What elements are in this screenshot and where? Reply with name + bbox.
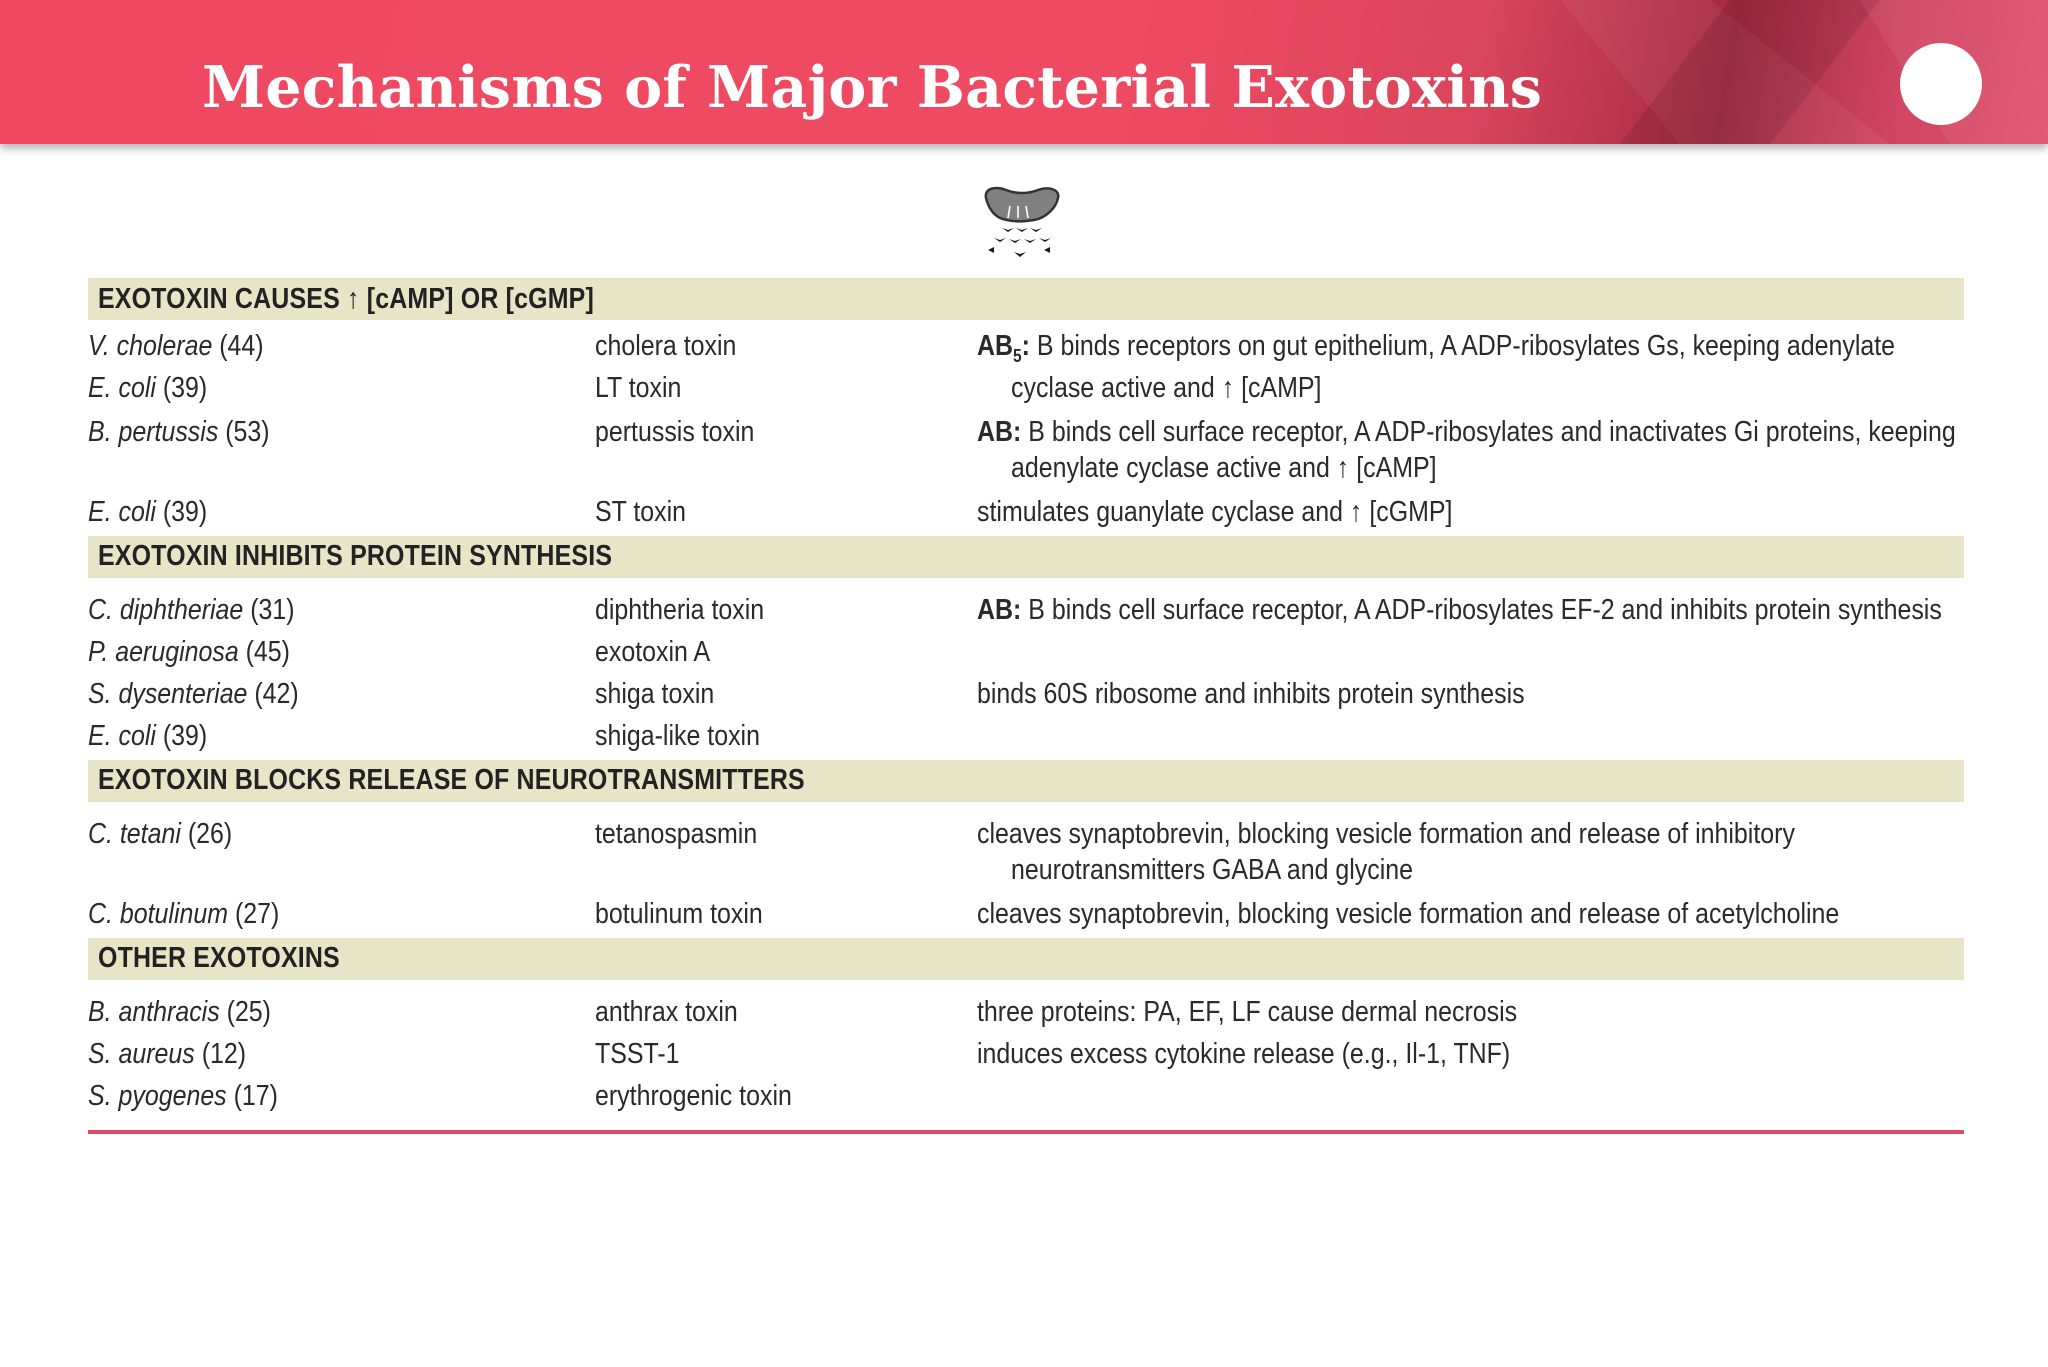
mechanism-text: B binds cell surface receptor, A ADP-ribosylates EF-2 and inhibits protein synthesis: [1021, 593, 1942, 626]
section-rows: [88, 578, 1964, 760]
species-name: E. coli: [88, 719, 156, 752]
page-badge-circle: [1900, 43, 1982, 125]
mechanism-label: AB:: [977, 593, 1022, 626]
section-heading: EXOTOXIN BLOCKS RELEASE OF NEUROTRANSMITTERS: [88, 760, 1964, 802]
table-row: [88, 634, 1964, 670]
section-rows: [88, 802, 1964, 938]
page-ref: (39): [162, 719, 208, 752]
species-name: E. coli: [88, 495, 156, 528]
mechanism-text: cleaves synaptobrevin, blocking vesicle formation and release of inhibitory: [977, 817, 1795, 850]
toxin-name: pertussis toxin: [595, 415, 755, 448]
page-ref: (27): [234, 897, 280, 930]
page-ref: (53): [225, 415, 270, 448]
table-row: [88, 816, 1964, 888]
table-row: [88, 414, 1964, 486]
toxin-name: erythrogenic toxin: [595, 1079, 792, 1112]
mechanism-text-cont: cyclase active and ↑ [cAMP]: [1011, 371, 1322, 404]
mechanism-text-cont: adenylate cyclase active and ↑ [cAMP]: [1011, 451, 1437, 484]
species-name: S. aureus: [88, 1037, 195, 1070]
table-row: [88, 1078, 1964, 1114]
species-name: E. coli: [88, 371, 156, 404]
table-row: [88, 1036, 1964, 1072]
table-row: [88, 718, 1964, 754]
species-name: C. tetani: [88, 817, 181, 850]
page-ref: (42): [254, 677, 299, 710]
species-name: S. pyogenes: [88, 1079, 227, 1112]
toxin-name: ST toxin: [595, 495, 687, 528]
toxin-name: shiga toxin: [595, 677, 715, 710]
toxin-name: cholera toxin: [595, 330, 737, 362]
toxin-name: LT toxin: [595, 371, 682, 404]
toxin-name: shiga-like toxin: [595, 719, 760, 752]
page-ref: (26): [187, 817, 233, 850]
page-ref: (39): [162, 495, 208, 528]
mechanism-text: B binds cell surface receptor, A ADP-ribosylates and inactivates Gi proteins, keeping: [1021, 415, 1956, 448]
page-ref: (45): [245, 635, 290, 668]
mechanism-text: B binds receptors on gut epithelium, A ADP-ribosylates Gs, keeping adenylate: [1029, 330, 1896, 362]
mechanism-text: stimulates guanylate cyclase and ↑ [cGMP]: [977, 495, 1453, 528]
page-ref: (31): [250, 593, 295, 626]
species-name: C. botulinum: [88, 897, 229, 930]
toxin-name: tetanospasmin: [595, 817, 758, 850]
mechanism-label: AB:: [977, 415, 1022, 448]
page-ref: (12): [201, 1037, 247, 1070]
toxin-name: diphtheria toxin: [595, 593, 765, 626]
exotoxin-release-icon: [980, 184, 1064, 266]
mechanism-subscript: 5: [1013, 345, 1022, 366]
header-band: [0, 0, 2048, 144]
toxin-name: anthrax toxin: [595, 995, 738, 1028]
mechanism-label: AB: [977, 330, 1014, 362]
species-name: C. diphtheriae: [88, 593, 244, 626]
species-name: B. pertussis: [88, 415, 219, 448]
mechanism-text: cleaves synaptobrevin, blocking vesicle formation and release of acetylcholine: [977, 897, 1840, 930]
section-heading: EXOTOXIN CAUSES ↑ [cAMP] OR [cGMP]: [88, 278, 1964, 320]
section-heading: EXOTOXIN INHIBITS PROTEIN SYNTHESIS: [88, 536, 1964, 578]
page-ref: (44): [219, 330, 264, 362]
page-title: Mechanisms of Major Bacterial Exotoxins: [202, 54, 1543, 121]
mechanism-text: induces excess cytokine release (e.g., Il-1, TNF): [977, 1037, 1511, 1070]
table-row: [88, 494, 1964, 530]
table-row: [88, 592, 1964, 628]
section-rows: [88, 320, 1964, 536]
species-name: P. aeruginosa: [88, 635, 239, 668]
toxin-name: TSST-1: [595, 1037, 680, 1070]
species-name: V. cholerae: [88, 330, 213, 362]
mechanism-text: binds 60S ribosome and inhibits protein synthesis: [977, 677, 1525, 710]
page-ref: (17): [233, 1079, 278, 1112]
page-ref: (39): [162, 371, 208, 404]
table-row: [88, 676, 1964, 712]
table-row: [88, 994, 1964, 1030]
table-row: [88, 896, 1964, 932]
exotoxin-table: [88, 278, 1964, 1120]
mechanism-text: three proteins: PA, EF, LF cause dermal necrosis: [977, 995, 1518, 1028]
section-heading: OTHER EXOTOXINS: [88, 938, 1964, 980]
toxin-name: exotoxin A: [595, 635, 711, 668]
bottom-rule: [88, 1130, 1964, 1134]
species-name: B. anthracis: [88, 995, 220, 1028]
species-name: S. dysenteriae: [88, 677, 248, 710]
page-ref: (25): [226, 995, 271, 1028]
mechanism-text-cont: neurotransmitters GABA and glycine: [1011, 853, 1414, 886]
toxin-name: botulinum toxin: [595, 897, 763, 930]
section-rows: [88, 980, 1964, 1120]
mechanism-colon: :: [1021, 330, 1030, 362]
